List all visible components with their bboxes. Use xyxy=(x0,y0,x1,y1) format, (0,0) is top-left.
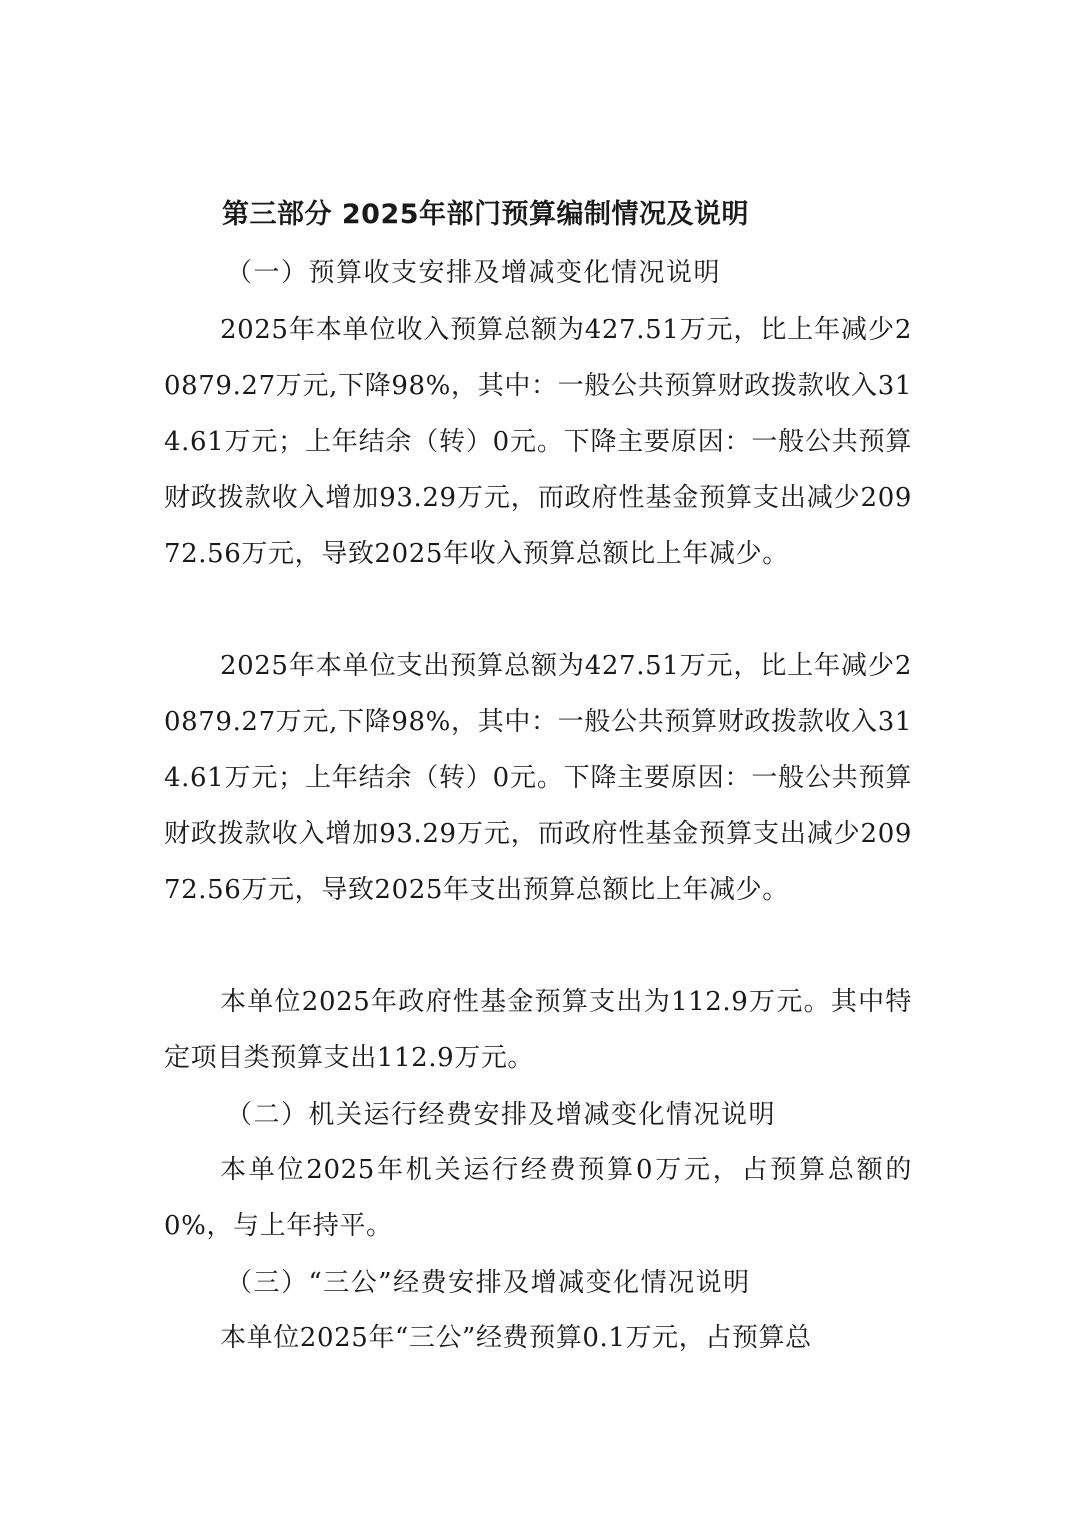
section-heading-2: （二）机关运行经费安排及增减变化情况说明 xyxy=(226,1100,777,1130)
paragraph-three-public-expenses: 本单位2025年“三公”经费预算0.1万元，占预算总 xyxy=(220,1323,812,1353)
paragraph-government-fund: 本单位2025年政府性基金预算支出为112.9万元。其中特定项目类预算支出112.9万元。 xyxy=(164,987,912,1073)
page-title: 第三部分 2025年部门预算编制情况及说明 xyxy=(222,199,750,230)
paragraph-expenditure-budget: 2025年本单位支出预算总额为427.51万元，比上年减少20879.27万元,下降98%，其中：一般公共预算财政拨款收入314.61万元；上年结余（转）0元。下降主要原因：一般公共预算财政拨款收入增加93.29万元，而政府性基金预算支出减少20972.56万元，导致2025年支出预算总额比上年减少。 xyxy=(164,651,912,905)
section-heading-1: （一）预算收支安排及增减变化情况说明 xyxy=(226,258,722,288)
section-heading-3: （三）“三公”经费安排及增减变化情况说明 xyxy=(226,1268,751,1298)
paragraph-income-budget: 2025年本单位收入预算总额为427.51万元，比上年减少20879.27万元,下降98%，其中：一般公共预算财政拨款收入314.61万元；上年结余（转）0元。下降主要原因：一般公共预算财政拨款收入增加93.29万元，而政府性基金预算支出减少20972.56万元，导致2025年收入预算总额比上年减少。 xyxy=(164,315,912,569)
paragraph-operating-expenses: 本单位2025年机关运行经费预算0万元，占预算总额的0%，与上年持平。 xyxy=(164,1155,912,1241)
